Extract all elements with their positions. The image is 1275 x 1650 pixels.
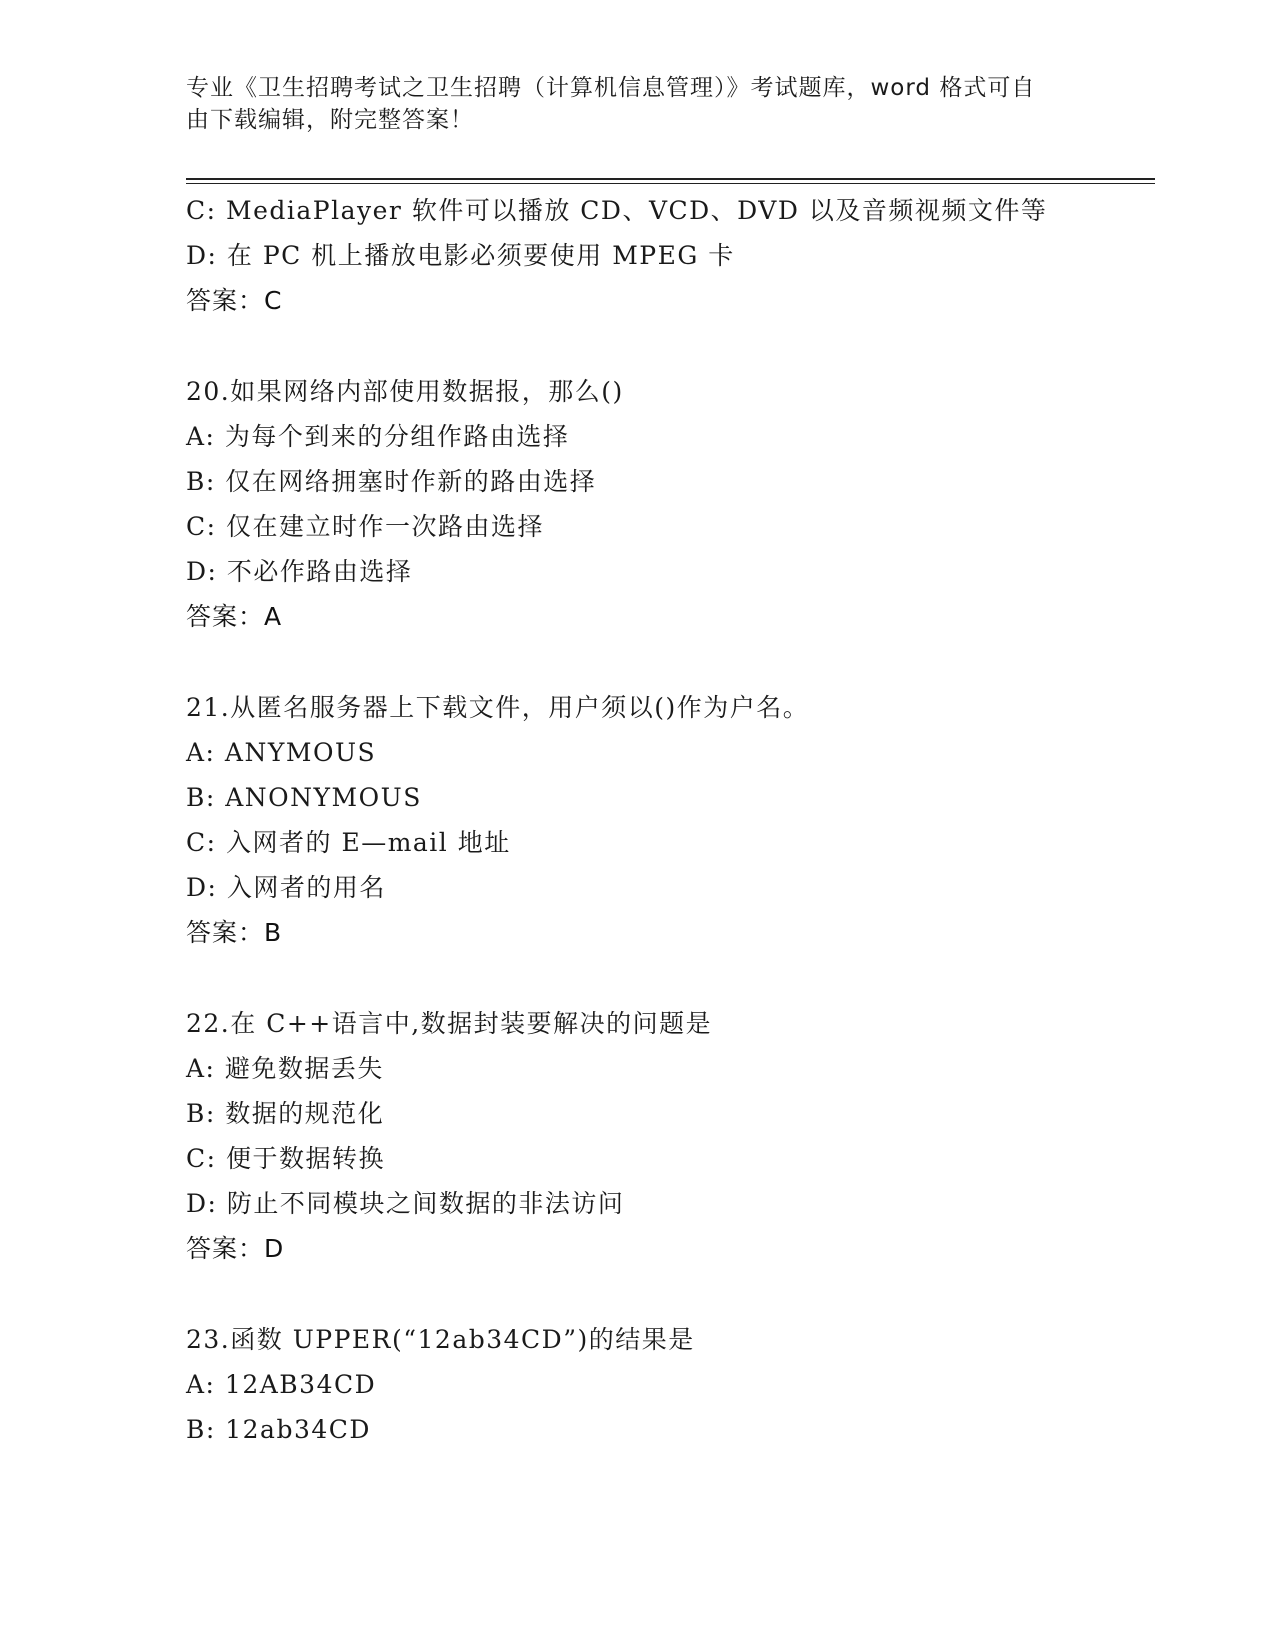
header-line-1: 专业《卫生招聘考试之卫生招聘（计算机信息管理）》考试题库，word 格式可自 — [186, 75, 1036, 101]
question-list — [186, 188, 1146, 1452]
question-23 — [186, 1317, 1146, 1452]
question-stem: 22.在 C++语言中,数据封装要解决的问题是 — [186, 1009, 713, 1038]
option-b: B: ANONYMOUS — [186, 783, 422, 812]
option-c: C: 入网者的 E—mail 地址 — [186, 828, 511, 857]
option-a: A: ANYMOUS — [186, 738, 377, 767]
question-continued — [186, 188, 1146, 323]
spacer — [186, 639, 1146, 685]
answer-line: 答案：D — [186, 1234, 285, 1263]
question-stem: 23.函数 UPPER(“12ab34CD”)的结果是 — [186, 1325, 695, 1354]
question-22 — [186, 1001, 1146, 1271]
option-c: C: 便于数据转换 — [186, 1144, 385, 1173]
option-a: A: 12AB34CD — [186, 1370, 377, 1399]
option-d: D: 不必作路由选择 — [186, 557, 413, 586]
spacer — [186, 323, 1146, 369]
document-header — [186, 72, 1066, 136]
question-21 — [186, 685, 1146, 955]
answer-line: 答案：C — [186, 286, 283, 315]
option-c: C: MediaPlayer 软件可以播放 CD、VCD、DVD 以及音频视频文件等 — [186, 196, 1048, 225]
question-20 — [186, 369, 1146, 639]
option-c: C: 仅在建立时作一次路由选择 — [186, 512, 544, 541]
answer-line: 答案：B — [186, 918, 283, 947]
header-divider-thick — [186, 178, 1155, 180]
question-stem: 21.从匿名服务器上下载文件，用户须以()作为户名。 — [186, 693, 810, 722]
option-d: D: 在 PC 机上播放电影必须要使用 MPEG 卡 — [186, 241, 735, 270]
spacer — [186, 955, 1146, 1001]
answer-line: 答案：A — [186, 602, 283, 631]
option-a: A: 为每个到来的分组作路由选择 — [186, 422, 570, 451]
spacer — [186, 1271, 1146, 1317]
option-a: A: 避免数据丢失 — [186, 1054, 384, 1083]
option-b: B: 仅在网络拥塞时作新的路由选择 — [186, 467, 597, 496]
header-line-2: 由下载编辑，附完整答案！ — [186, 107, 474, 133]
option-d: D: 防止不同模块之间数据的非法访问 — [186, 1189, 625, 1218]
question-stem: 20.如果网络内部使用数据报，那么() — [186, 377, 624, 406]
option-d: D: 入网者的用名 — [186, 873, 386, 902]
header-divider-thin — [186, 183, 1155, 184]
option-b: B: 12ab34CD — [186, 1415, 371, 1444]
option-b: B: 数据的规范化 — [186, 1099, 385, 1128]
